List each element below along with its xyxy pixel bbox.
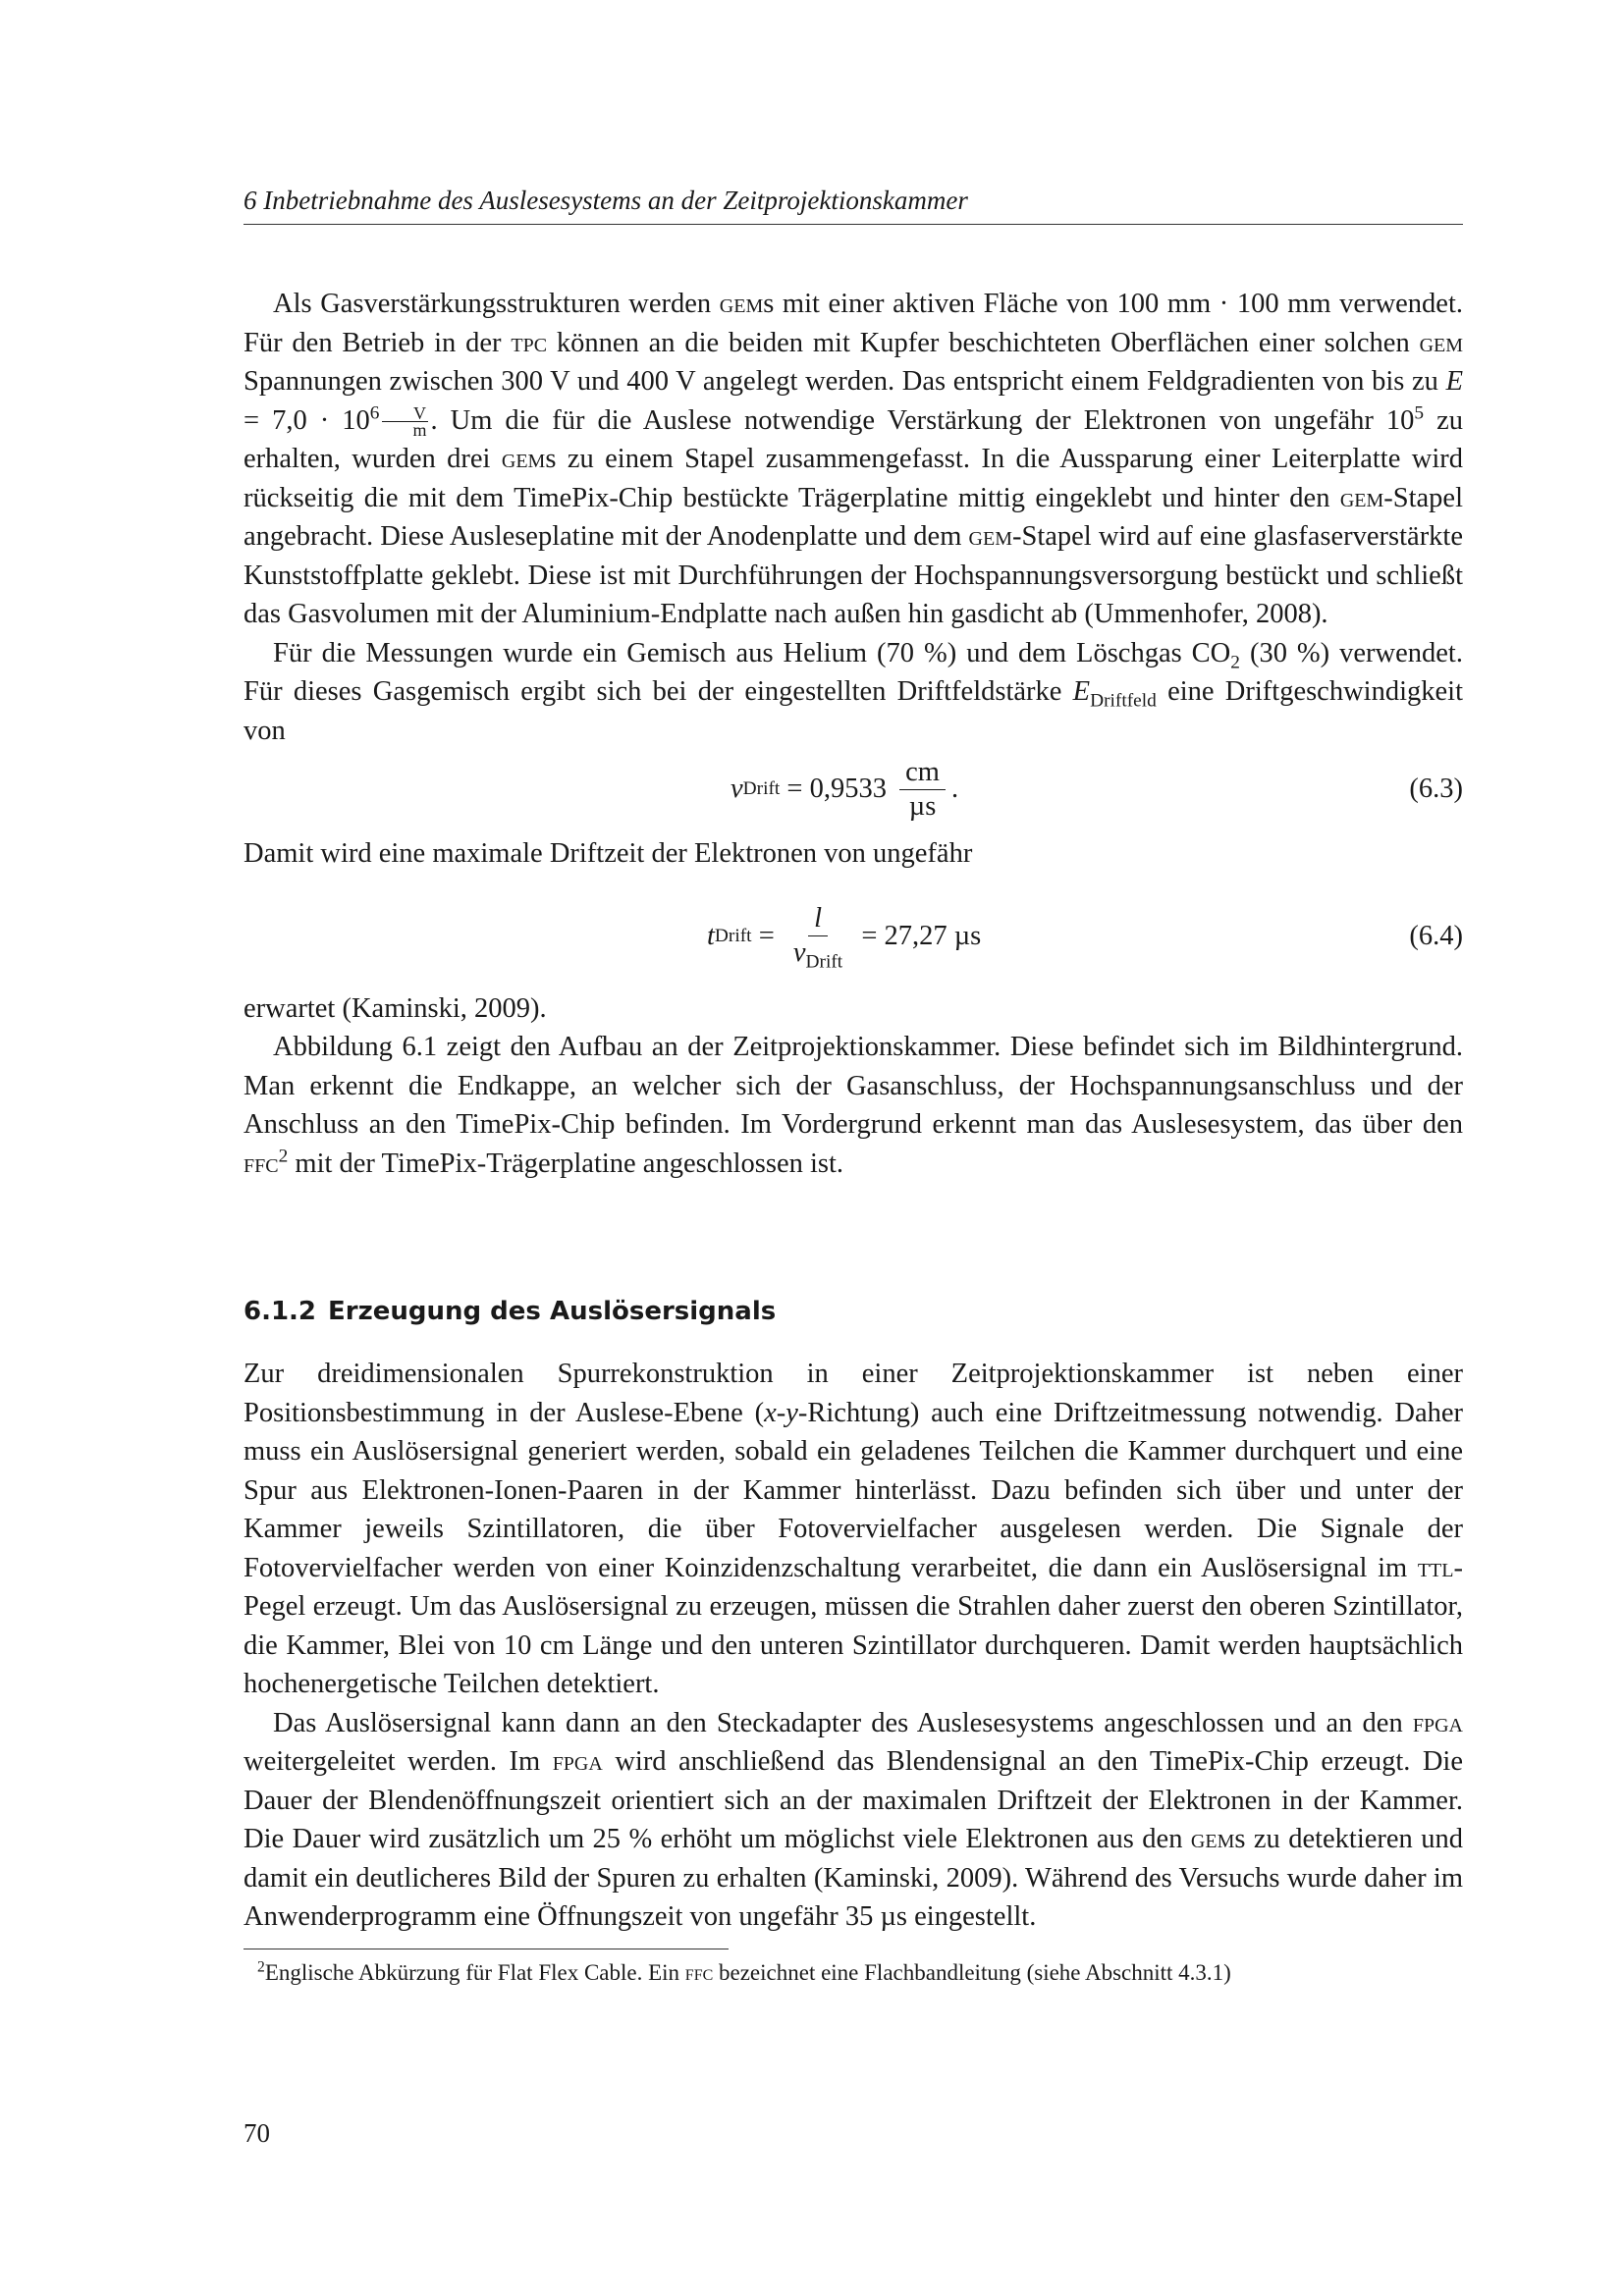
- section-heading: [244, 1294, 776, 1329]
- paragraph-fpga: Das Auslösersignal kann dann an den Steckadapter des Auslesesystems angeschlossen und an den fpga weitergeleitet werden. Im fpga wird anschließend das Blendensignal an den TimePix-Chip erzeugt. Die Dauer der Blendenöffnungszeit orientiert sich an der maximalen Driftzeit der Elektronen in der Kammer. Die Dauer wird zusätzlich um 25 % erhöht um möglichst viele Elektronen aus den gems zu detektieren und damit ein deutlicheres Bild der Spuren zu erhalten (Kaminski, 2009). Während des Versuchs wurde daher im Anwenderprogramm eine Öffnungszeit von ungefähr 35 µs eingestellt.: [244, 1707, 1463, 1932]
- paragraph-drift-time: Damit wird eine maximale Driftzeit der Elektronen von ungefähr: [244, 838, 973, 869]
- paragraph-gas-mixture: Für die Messungen wurde ein Gemisch aus Helium (70 %) und dem Löschgas $CO_2$ (30 %) verwendet. Für dieses Gasgemisch ergibt sich bei der eingestellten Driftfeldstärke $E_{Driftfeld}$ eine Driftgeschwindigkeit von: [244, 637, 1463, 746]
- paragraph-gem: Als Gasverstärkungsstrukturen werden gems mit einer aktiven Fläche von 100 mm · 100 mm verwendet. Für den Betrieb in der tpc können an die beiden mit Kupfer beschichteten Oberflächen einer solchen gem Spannungen zwischen 300 V und 400 V angelegt werden. Das entspricht einem Feldgradienten von bis zu $E = 7,0 \cdot 10^6$ $\frac{V}{m}$ . Um die für die Auslese notwendige Verstärkung der Elektronen von ungefähr $10^5$ zu erhalten, wurden drei gems zu einem Stapel zusammengefasst. In die Aussparung einer Leiterplatte wird rückseitig die mit dem TimePix-Chip bestückte Trägerplatine mittig eingeklebt und hinter den gem-Stapel angebracht. Diese Ausleseplatine mit der Anodenplatte und dem gem-Stapel wird auf eine glasfaserverstärkte Kunststoffplatte geklebt. Diese ist mit Durchführungen der Hochspannungsversorgung bestückt und schließt das Gasvolumen mit der Aluminium-Endplatte nach außen hin gasdicht ab (Ummenhofer, 2008).: [244, 289, 1464, 629]
- paragraph-figure-ref: Abbildung 6.1 zeigt den Aufbau an der Zeitprojektionskammer. Diese befindet sich im Bildhintergrund. Man erkennt die Endkappe, an welcher sich der Gasanschluss, der Hochspannungsanschluss und der Anschluss an den TimePix-Chip befinden. Im Vordergrund erkennt man das Auslesesystem, das über den ffc$^2$ mit der TimePix-Trägerplatine angeschlossen ist.: [244, 1032, 1463, 1179]
- section-title: Erzeugung des Auslösersignals: [328, 1297, 777, 1326]
- equation-label: (6.4): [1409, 920, 1463, 951]
- running-header: [244, 181, 1463, 225]
- equation-6-4: t Drift = $\frac{l}{v_{Drift}}$ = 27,27 µs (6.4): [244, 891, 1463, 982]
- footnote: $^2$Englische Abkürzung für Flat Flex Cable. Ein ffc bezeichnet eine Flachbandleitung (siehe Abschnitt 4.3.1): [257, 1958, 1231, 1985]
- equation-label: (6.3): [1409, 774, 1463, 805]
- equation-6-3: v Drift = 0,9533 $\frac{cm}{\text{µs}}$ . (6.3): [244, 750, 1463, 828]
- page-number: 70: [244, 2118, 270, 2148]
- text-block-1: [244, 285, 1463, 1183]
- text-block-2: [244, 1355, 1463, 1937]
- running-title: 6 Inbetriebnahme des Auslesesystems an der Zeitprojektionskammer: [244, 186, 968, 215]
- paragraph-trigger: Zur dreidimensionalen Spurrekonstruktion in einer Zeitprojektionskammer ist neben einer Positionsbestimmung in der Auslese-Ebene (x-y-Richtung) auch eine Driftzeitmessung notwendig. Daher muss ein Auslösersignal generiert werden, sobald ein geladenes Teilchen die Kammer durchquert und eine Spur aus Elektronen-Ionen-Paaren in der Kammer hinterlässt. Dazu befinden sich über und unter der Kammer jeweils Szintillatoren, die über Fotovervielfacher ausgelesen werden. Die Signale der Fotovervielfacher werden von einer Koinzidenzschaltung verarbeitet, die dann ein Auslösersignal im ttl-Pegel erzeugt. Um das Auslösersignal zu erzeugen, müssen die Strahlen daher zuerst den oberen Szintillator, die Kammer, Blei von 10 cm Länge und den unteren Szintillator durchqueren. Damit werden hauptsächlich hochenergetische Teilchen detektiert.: [244, 1359, 1464, 1699]
- section-number: 6.1.2: [244, 1297, 317, 1326]
- paragraph-expected: erwartet (Kaminski, 2009).: [244, 992, 547, 1024]
